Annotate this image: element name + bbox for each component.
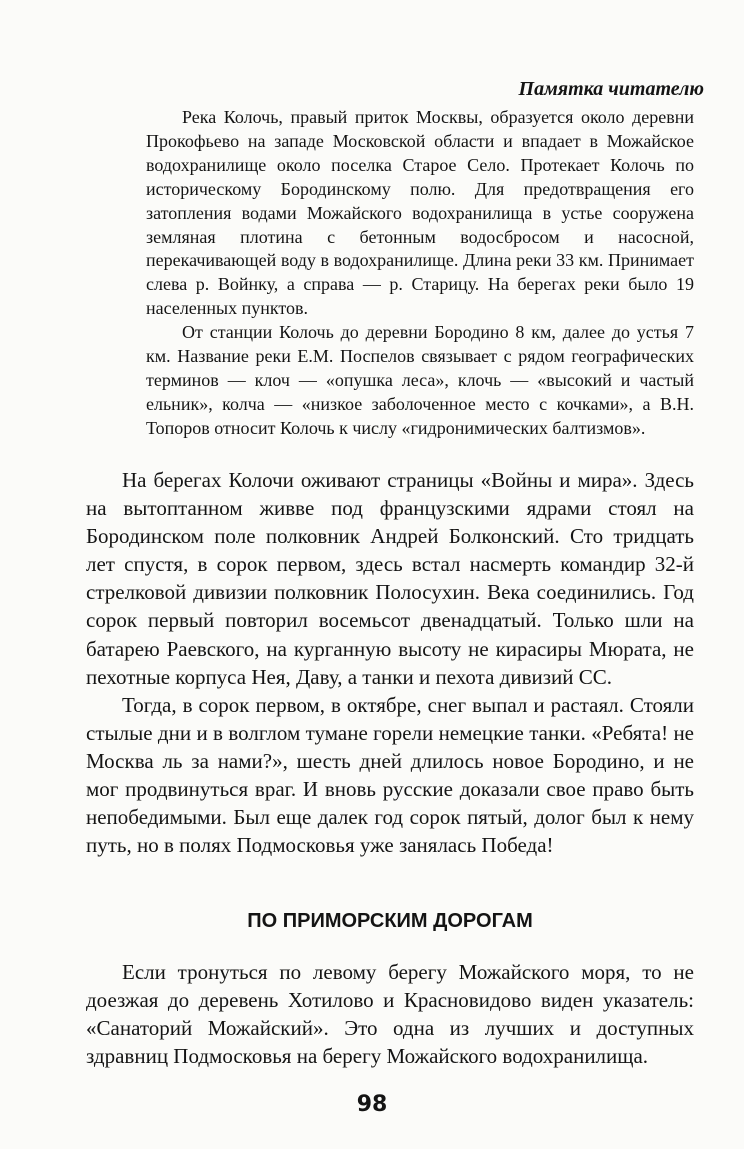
main-paragraph: На берегах Колочи оживают страницы «Войны и мира». Здесь на вытоптанном живве под французскими ядрами стоял на Бородинском поле полковник Андрей Болконский. Сто тридцать лет спустя, в сорок первом, здесь встал насмерть командир 32-й стрелковой дивизии полковник Полосухин. Века соединились. Год сорок первый повторил восемьсот двенадцатый. Только шли на батарею Раевского, на курганную высоту не кирасиры Мюрата, не пехотные корпуса Нея, Даву, а танки и пехота дивизий СС. — [86, 468, 694, 689]
sidebar-paragraph: От станции Колочь до деревни Бородино 8 км, далее до устья 7 км. Название реки Е.М. Поспелов связывает с рядом географических терминов — клоч — «опушка леса», клочь — «высокий и частый ельник», колча — «низкое заболоченное место с кочками», а В.Н. Топоров относит Колочь к числу «гидронимических балтизмов». — [146, 322, 694, 438]
main-paragraph: Тогда, в сорок первом, в октябре, снег выпал и растаял. Стояли стылые дни и в волглом тумане горели немецкие танки. «Ребята! не Москва ль за нами?», шесть дней длилось новое Бородино, и не мог продвинуться враг. И вновь русские доказали свое право быть непобедимыми. Был еще далек год сорок пятый, долог был к нему путь, но в полях Подмосковья уже занялась Победа! — [86, 692, 694, 858]
section-text — [86, 958, 694, 1070]
main-text — [86, 466, 694, 859]
reader-note-box — [146, 106, 694, 441]
section-paragraph: Если тронуться по левому берегу Можайского моря, то не доезжая до деревень Хотилово и Красновидово виден указатель: «Санаторий Можайский». Это одна из лучших и доступных здравниц Подмосковья на берегу Можайского водохранилища. — [86, 960, 694, 1069]
section-heading: ПО ПРИМОРСКИМ ДОРОГАМ — [247, 910, 533, 932]
sidebar-title: Памятка читателю — [518, 78, 704, 100]
page-number: 98 — [356, 1092, 388, 1117]
sidebar-paragraph: Река Колочь, правый приток Москвы, образуется около деревни Прокофьево на западе Московской области и впадает в Можайское водохранилище около поселка Старое Село. Протекает Колочь по историческому Бородинскому полю. Для предотвращения его затопления водами Можайского водохранилища в устье сооружена земляная плотина с бетонным водосбросом и насосной, перекачивающей воду в водохранилище. Длина реки 33 км. Принимает слева р. Войнку, а справа — р. Старицу. На берегах реки было 19 населенных пунктов. — [146, 107, 694, 319]
